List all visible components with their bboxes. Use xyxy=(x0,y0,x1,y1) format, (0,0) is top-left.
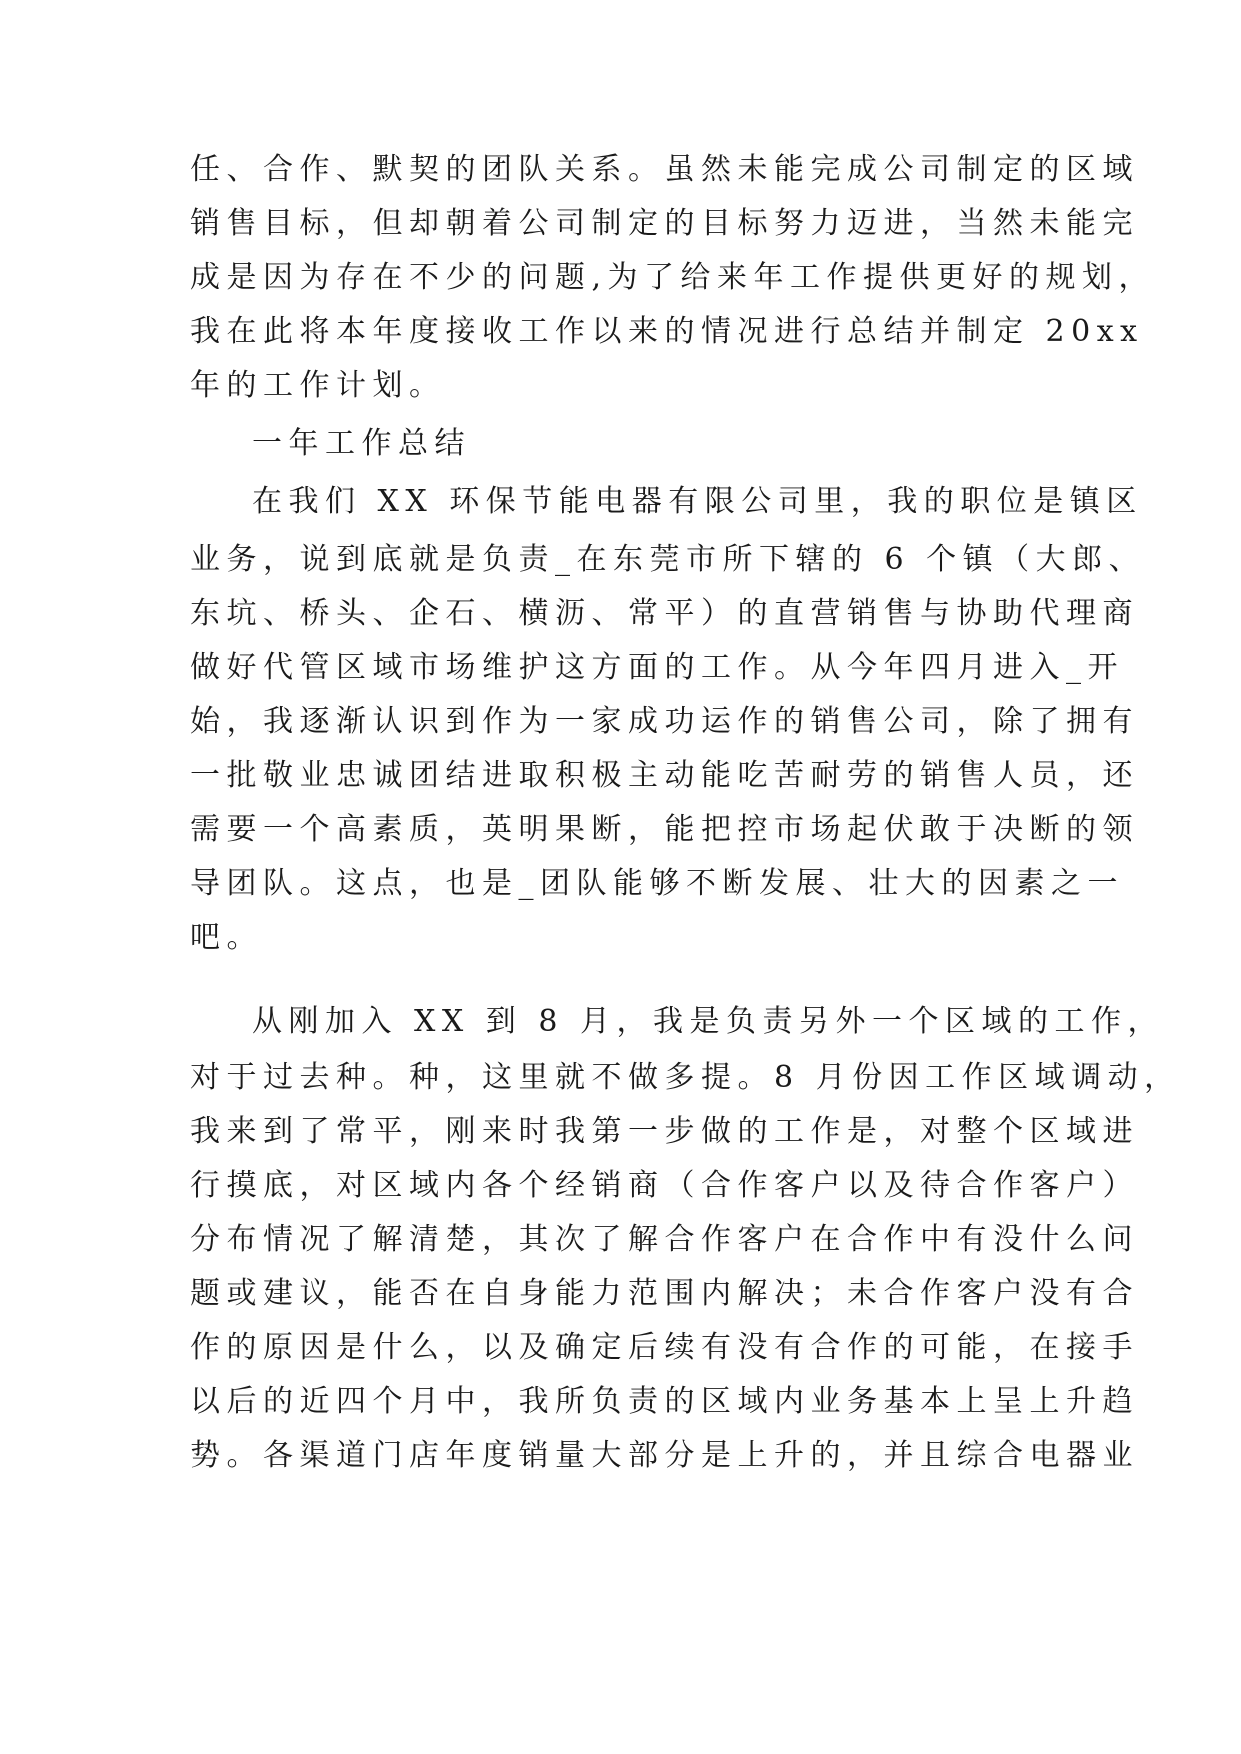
section-heading: 一年工作总结 xyxy=(252,426,471,461)
text-line: 在我们 XX 环保节能电器有限公司里，我的职位是镇区 xyxy=(252,484,1143,519)
text-line: 始，我逐渐认识到作为一家成功运作的销售公司，除了拥有 xyxy=(190,704,1139,739)
text-line: 我在此将本年度接收工作以来的情况进行总结并制定 20xx xyxy=(190,314,1144,349)
text-line: 年的工作计划。 xyxy=(190,368,446,403)
text-line: 导团队。这点，也是_团队能够不断发展、壮大的因素之一 xyxy=(190,866,1124,901)
text-line: 分布情况了解清楚，其次了解合作客户在合作中有没什么问 xyxy=(190,1222,1139,1257)
text-line: 势。各渠道门店年度销量大部分是上升的，并且综合电器业 xyxy=(190,1438,1139,1473)
text-line: 对于过去种。种，这里就不做多提。8 月份因工作区域调动， xyxy=(190,1060,1181,1095)
text-line: 我来到了常平，刚来时我第一步做的工作是，对整个区域进 xyxy=(190,1114,1139,1149)
text-line: 以后的近四个月中，我所负责的区域内业务基本上呈上升趋 xyxy=(190,1384,1139,1419)
text-line: 做好代管区域市场维护这方面的工作。从今年四月进入_开 xyxy=(190,650,1124,685)
text-line: 行摸底，对区域内各个经销商（合作客户以及待合作客户） xyxy=(190,1168,1139,1203)
text-line: 题或建议，能否在自身能力范围内解决；未合作客户没有合 xyxy=(190,1276,1139,1311)
text-line: 成是因为存在不少的问题,为了给来年工作提供更好的规划， xyxy=(190,260,1156,295)
text-line: 需要一个高素质，英明果断，能把控市场起伏敢于决断的领 xyxy=(190,812,1139,847)
text-line: 作的原因是什么，以及确定后续有没有合作的可能，在接手 xyxy=(190,1330,1139,1365)
text-line: 任、合作、默契的团队关系。虽然未能完成公司制定的区域 xyxy=(190,152,1139,187)
text-line: 一批敬业忠诚团结进取积极主动能吃苦耐劳的销售人员，还 xyxy=(190,758,1139,793)
text-line: 销售目标，但却朝着公司制定的目标努力迈进，当然未能完 xyxy=(190,206,1139,241)
text-line: 业务，说到底就是负责_在东莞市所下辖的 6 个镇（大郎、 xyxy=(190,542,1146,577)
text-line: 吧。 xyxy=(190,920,263,955)
text-line: 从刚加入 XX 到 8 月，我是负责另外一个区域的工作， xyxy=(252,1004,1164,1039)
text-line: 东坑、桥头、企石、横沥、常平）的直营销售与协助代理商 xyxy=(190,596,1139,631)
